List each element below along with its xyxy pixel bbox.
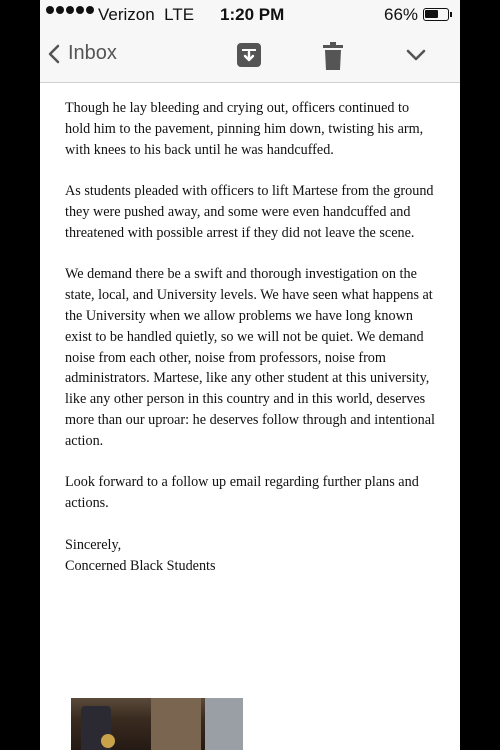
message-signature: Concerned Black Students	[65, 557, 216, 574]
battery-icon	[423, 8, 449, 21]
battery-percent: 66%	[384, 5, 419, 24]
signal-strength-icon	[46, 6, 100, 14]
email-screen	[40, 0, 460, 750]
chevron-left-icon	[48, 44, 60, 64]
status-bar	[40, 0, 460, 30]
attached-photo[interactable]	[71, 698, 243, 750]
message-signoff	[65, 535, 435, 577]
chevron-down-icon	[406, 49, 426, 61]
trash-icon	[323, 42, 343, 70]
back-label: Inbox	[68, 42, 117, 64]
trash-button[interactable]	[323, 42, 343, 75]
nav-bar	[40, 30, 460, 83]
message-paragraph: We demand there be a swift and thorough investigation on the state, local, and University levels. We have seen what happens at the University when we allow problems we have long known exist to be handled quietly, so we will not be quiet. We demand noise from each other, noise from professors, noise from administrators. Martese, like any other student at this university, like any other person in this country and in this world, deserves more than our uproar: he deserves follow through and intentional action.	[65, 266, 435, 449]
message-paragraph: Though he lay bleeding and crying out, officers continued to hold him to the pavement, pinning him down, twisting his arm, with knees to his back until he was handcuffed.	[65, 100, 424, 158]
more-options-button[interactable]	[406, 48, 426, 66]
message-paragraph: As students pleaded with officers to lift Martese from the ground they were pushed away, and some were even handcuffed and threatened with possible arrest if they did not leave the scene.	[65, 183, 434, 241]
message-paragraph: Look forward to a follow up email regarding further plans and actions.	[65, 474, 419, 512]
message-closing: Sincerely,	[65, 536, 122, 553]
archive-icon	[236, 42, 262, 68]
back-to-inbox-button[interactable]	[48, 42, 117, 65]
archive-button[interactable]	[236, 42, 262, 73]
carrier-label: Verizon LTE	[98, 5, 195, 24]
message-body	[65, 98, 435, 576]
status-time: 1:20 PM	[220, 5, 285, 24]
